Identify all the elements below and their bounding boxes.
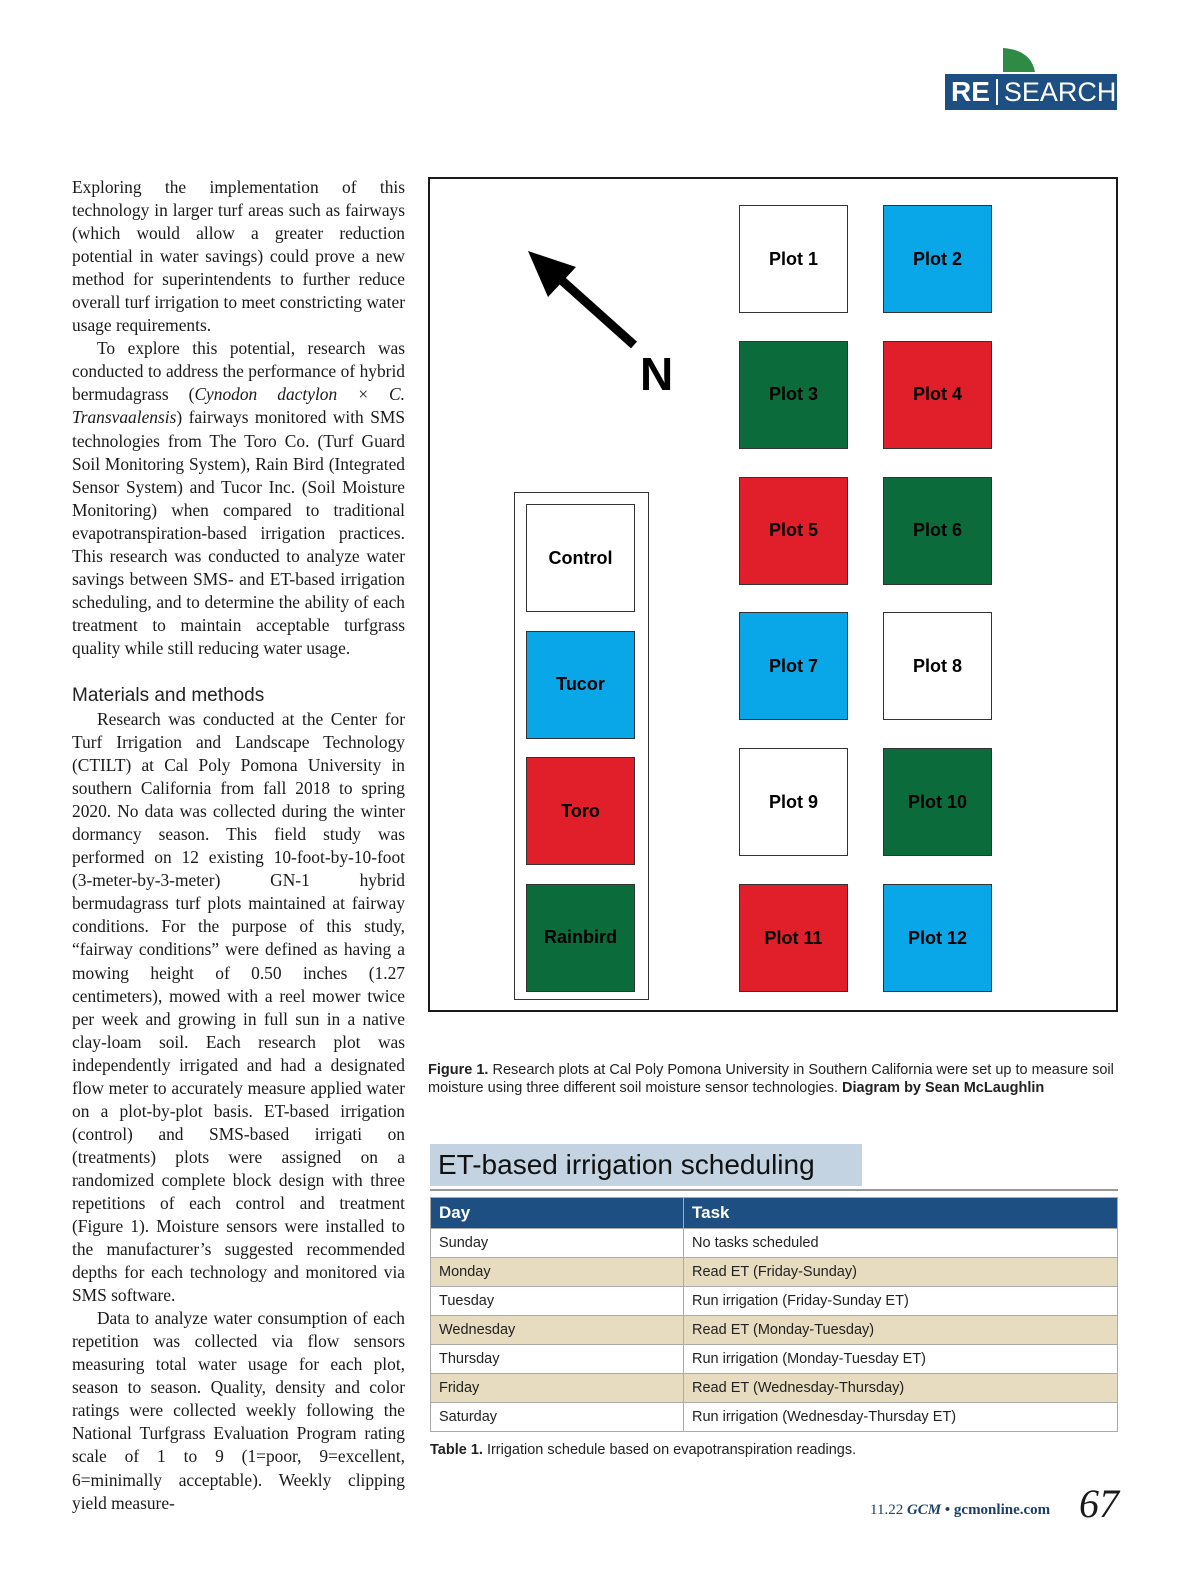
plot-5: Plot 5 bbox=[739, 477, 848, 585]
cell-task: No tasks scheduled bbox=[684, 1229, 1118, 1258]
paragraph-explore-end: ) fairways monitored with SMS technologies from The Toro Co. (Turf Guard Soil Monitoring System), Rain Bird (Integrated Sensor System) and Tucor Inc. (Soil Moisture Monitoring) when compared to traditional evapotranspiration-based irrigation practices. This research was conducted to analyze water savings between SMS- and ET-based irrigation scheduling, and to determine the ability of each treatment to maintain acceptable turfgrass quality while still reducing water usage. bbox=[72, 407, 405, 658]
plot-diagram bbox=[428, 177, 1118, 1012]
table-title: ET-based irrigation scheduling bbox=[430, 1144, 862, 1186]
cell-day: Wednesday bbox=[431, 1316, 684, 1345]
footer-issue: 11.22 bbox=[870, 1502, 904, 1518]
plot-9: Plot 9 bbox=[739, 748, 848, 856]
figure-caption-label: Figure 1. bbox=[428, 1062, 489, 1078]
cell-task: Read ET (Friday-Sunday) bbox=[684, 1258, 1118, 1287]
table-caption-text: Irrigation schedule based on evapotranspiration readings. bbox=[486, 1442, 857, 1458]
table-row bbox=[431, 1374, 1118, 1403]
cell-task: Run irrigation (Wednesday-Thursday ET) bbox=[684, 1403, 1118, 1432]
plot-2: Plot 2 bbox=[883, 205, 992, 313]
cell-task: Read ET (Monday-Tuesday) bbox=[684, 1316, 1118, 1345]
cell-task: Run irrigation (Monday-Tuesday ET) bbox=[684, 1345, 1118, 1374]
paragraph-data: Data to analyze water consumption of each repetition was collected via flow sensors measuring total water usage for each plot, season to season. Quality, density and color ratings were collected weekly following the National Turfgrass Evaluation Program rating scale of 1 to 9 (1=poor, 9=excellent, 6=minimally acceptable). Weekly clipping yield measure- bbox=[72, 1308, 405, 1513]
cell-day: Saturday bbox=[431, 1403, 684, 1432]
cell-day: Tuesday bbox=[431, 1287, 684, 1316]
header-task: Task bbox=[684, 1198, 1118, 1229]
plot-12: Plot 12 bbox=[883, 884, 992, 992]
table-row bbox=[431, 1229, 1118, 1258]
paragraph-methods: Research was conducted at the Center for Turf Irrigation and Landscape Technology (CTILT) at Cal Poly Pomona University in southern California from fall 2018 to spring 2020. No data was collected during the winter dormancy season. This field study was performed on 12 existing 10-foot-by-10-foot (3-meter-by-3-meter) GN-1 hybrid bermudagrass turf plots maintained at fairway conditions. For the purpose of this study, “fairway conditions” were defined as having a mowing height of 0.50 inches (1.27 centimeters), mowed with a reel mower twice per week and growing in full sun in a native clay-loam soil. Each research plot was independently irrigated and had a designated flow meter to accurately measure applied water on a plot-by-plot basis. ET-based irrigation (control) and SMS-based irrigati on (treatments) plots were assigned on a randomized complete block design with three repetitions of each control and treatment (Figure 1). Moisture sensors were installed to the manufacturer’s suggested recommended depths for each technology and monitored via SMS software. bbox=[72, 708, 405, 1306]
table-caption-label: Table 1. bbox=[430, 1442, 483, 1458]
legend-control: Control bbox=[526, 504, 635, 612]
irrigation-table bbox=[430, 1197, 1118, 1432]
cell-day: Monday bbox=[431, 1258, 684, 1287]
species-name: Cynodon dactylon × C. Transvaalensis bbox=[72, 384, 405, 428]
table-caption bbox=[430, 1442, 856, 1458]
logo-re: RE bbox=[951, 76, 990, 107]
cell-day: Friday bbox=[431, 1374, 684, 1403]
paragraph-explore bbox=[72, 337, 405, 660]
logo-search: SEARCH bbox=[1003, 76, 1117, 107]
page-footer bbox=[870, 1502, 1050, 1519]
paragraph-intro: Exploring the implementation of this technology in larger turf areas such as fairways (which would allow a greater reduction potential in water savings) could prove a new method for superintendents to further reduce overall turf irrigation to meet constricting water usage requirements. bbox=[72, 177, 405, 336]
plot-7: Plot 7 bbox=[739, 612, 848, 720]
research-logo bbox=[945, 48, 1117, 110]
table-row bbox=[431, 1316, 1118, 1345]
figure-caption-text: Research plots at Cal Poly Pomona University in Southern California were set up to measure soil moisture using three different soil moisture sensor technologies. bbox=[428, 1062, 1114, 1096]
table-row bbox=[431, 1345, 1118, 1374]
plot-10: Plot 10 bbox=[883, 748, 992, 856]
plot-8: Plot 8 bbox=[883, 612, 992, 720]
figure-caption-credit: Diagram by Sean McLaughlin bbox=[842, 1080, 1045, 1096]
figure-caption bbox=[428, 1061, 1118, 1097]
plot-4: Plot 4 bbox=[883, 341, 992, 449]
cell-day: Sunday bbox=[431, 1229, 684, 1258]
logo-divider bbox=[996, 79, 998, 105]
cell-task: Read ET (Wednesday-Thursday) bbox=[684, 1374, 1118, 1403]
table-title-rule bbox=[430, 1189, 1118, 1191]
page-number: 67 bbox=[1079, 1481, 1119, 1526]
table-header-row bbox=[431, 1198, 1118, 1229]
table-row bbox=[431, 1287, 1118, 1316]
research-banner bbox=[945, 74, 1117, 110]
footer-magazine: GCM bbox=[906, 1502, 942, 1518]
table-row bbox=[431, 1403, 1118, 1432]
cell-day: Thursday bbox=[431, 1345, 684, 1374]
plot-1: Plot 1 bbox=[739, 205, 848, 313]
paragraph-explore-start: To explore this potential, research was conducted to address the performance of hybrid bermudagrass ( bbox=[72, 338, 405, 405]
article-column bbox=[72, 176, 405, 1515]
table-row bbox=[431, 1258, 1118, 1287]
legend-rainbird: Rainbird bbox=[526, 884, 635, 992]
section-heading: Materials and methods bbox=[72, 684, 265, 706]
legend-tucor: Tucor bbox=[526, 631, 635, 739]
plot-3: Plot 3 bbox=[739, 341, 848, 449]
footer-site: gcmonline.com bbox=[953, 1502, 1051, 1518]
north-label: N bbox=[640, 348, 674, 400]
plot-11: Plot 11 bbox=[739, 884, 848, 992]
header-day: Day bbox=[431, 1198, 684, 1229]
plot-6: Plot 6 bbox=[883, 477, 992, 585]
legend-toro: Toro bbox=[526, 757, 635, 865]
cell-task: Run irrigation (Friday-Sunday ET) bbox=[684, 1287, 1118, 1316]
leaf-icon bbox=[1003, 48, 1035, 72]
footer-bullet: • bbox=[944, 1502, 951, 1518]
